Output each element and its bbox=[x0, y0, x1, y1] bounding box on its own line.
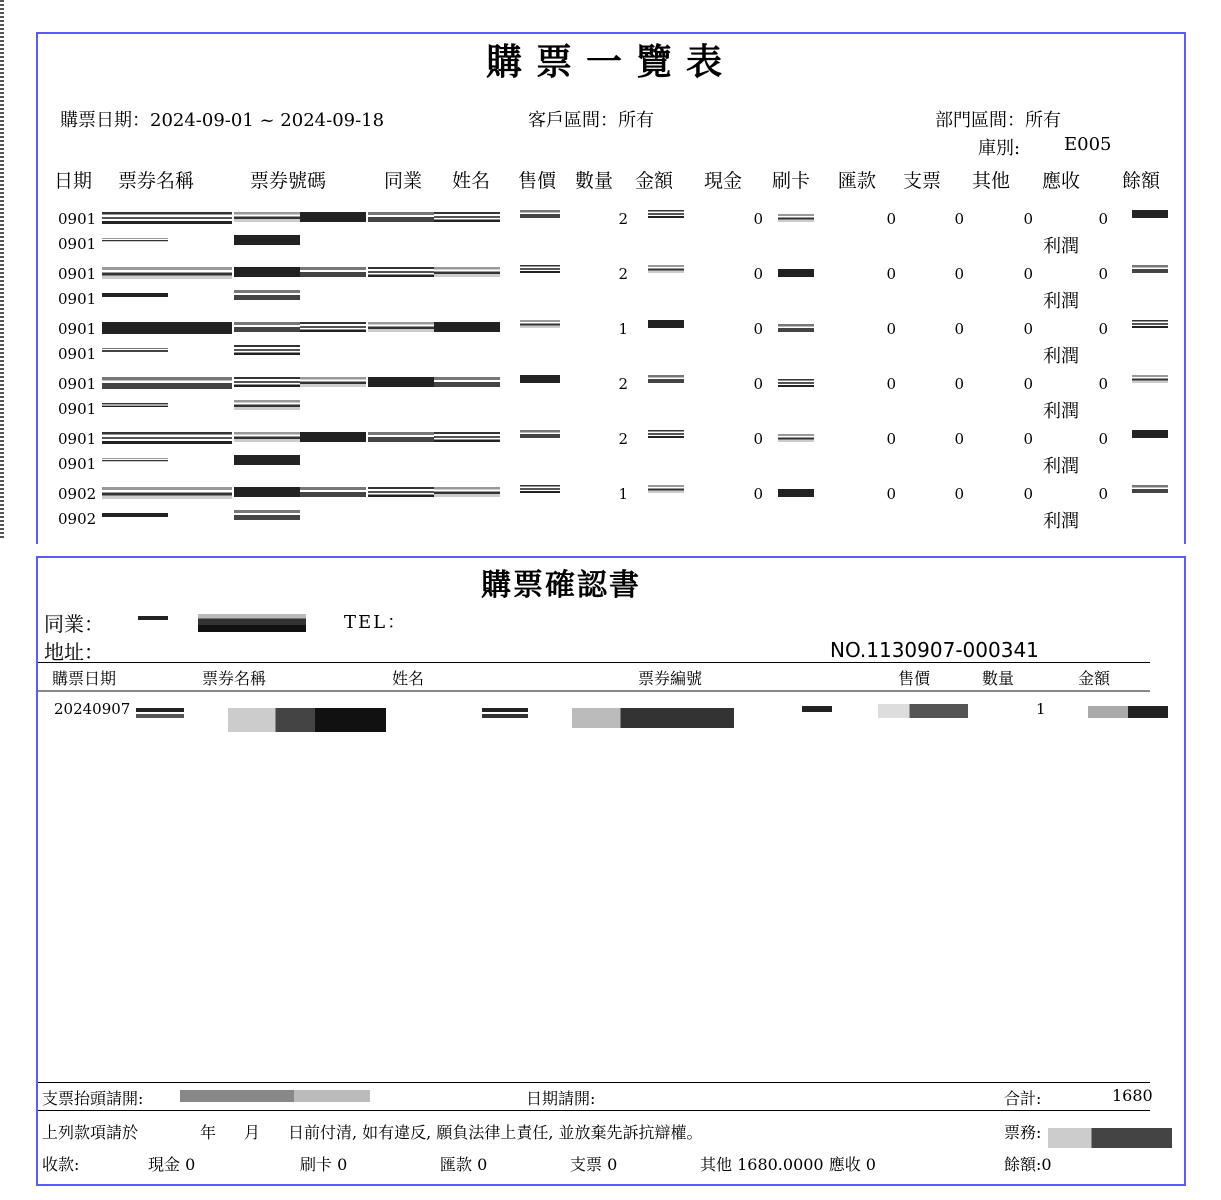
confirm-row-ticket-redacted bbox=[136, 708, 184, 718]
row-date-2: 0901 bbox=[58, 455, 97, 473]
confirm-row-amount-redacted bbox=[1088, 706, 1168, 718]
redacted-block bbox=[102, 238, 168, 242]
row-qty: 2 bbox=[618, 210, 628, 228]
check-payee-redacted bbox=[180, 1090, 370, 1102]
confirm-row-price-redacted-2 bbox=[878, 704, 968, 718]
redacted-block bbox=[778, 434, 814, 442]
redacted-block bbox=[102, 458, 168, 462]
row-check: 0 bbox=[954, 320, 964, 338]
row-wire: 0 bbox=[886, 375, 896, 393]
collect-card: 刷卡 0 bbox=[300, 1155, 348, 1174]
header-bottom-rule bbox=[38, 690, 1150, 692]
pay-by-prefix: 上列款項請於 bbox=[42, 1123, 139, 1142]
row-cash: 0 bbox=[753, 430, 763, 448]
report-row bbox=[38, 265, 1184, 317]
redacted-block bbox=[102, 487, 232, 499]
col-receivable: 應收 bbox=[1042, 170, 1081, 192]
redacted-block bbox=[1132, 375, 1168, 383]
row-qty: 1 bbox=[618, 485, 628, 503]
redacted-block bbox=[368, 322, 434, 332]
redacted-block bbox=[1132, 320, 1168, 328]
redacted-block bbox=[434, 487, 500, 497]
redacted-block bbox=[520, 320, 560, 328]
row-receivable: 0 bbox=[1098, 265, 1108, 283]
redacted-block bbox=[434, 322, 500, 332]
redacted-block bbox=[234, 400, 300, 410]
col-card: 刷卡 bbox=[772, 170, 811, 192]
redacted-block bbox=[234, 235, 300, 245]
tel-label: TEL： bbox=[344, 612, 408, 633]
row-check: 0 bbox=[954, 210, 964, 228]
row-date: 0901 bbox=[58, 430, 97, 448]
row-date-2: 0902 bbox=[58, 510, 97, 528]
ccol-ticket-number: 票券編號 bbox=[638, 669, 703, 688]
collect-other-receivable: 其他 1680.0000 應收 0 bbox=[700, 1155, 876, 1174]
col-amount: 金額 bbox=[635, 170, 674, 192]
report-date-range: 購票日期：2024-09-01 ~ 2024-09-18 bbox=[60, 110, 385, 131]
row-receivable: 0 bbox=[1098, 375, 1108, 393]
report-row bbox=[38, 210, 1184, 262]
row-profit-label: 利潤 bbox=[1043, 511, 1079, 532]
col-ticket-name: 票券名稱 bbox=[118, 170, 195, 192]
check-date-label: 日期請開: bbox=[526, 1089, 596, 1108]
row-date-2: 0901 bbox=[58, 345, 97, 363]
report-customer-range: 客戶區間：所有 bbox=[528, 110, 654, 131]
redacted-block bbox=[102, 348, 168, 352]
redacted-block bbox=[520, 265, 560, 273]
redacted-block bbox=[102, 432, 232, 444]
peer-label: 同業： bbox=[44, 612, 104, 636]
pay-clause: 日前付清, 如有違反, 願負法律上責任, 並放棄先訴抗辯權。 bbox=[288, 1123, 703, 1142]
row-date: 0901 bbox=[58, 320, 97, 338]
document-number: NO.1130907-000341 bbox=[830, 638, 1039, 662]
redacted-block bbox=[234, 345, 300, 355]
redacted-block bbox=[300, 322, 366, 332]
col-wire: 匯款 bbox=[838, 170, 877, 192]
redacted-block bbox=[234, 377, 300, 387]
ticket-staff-label: 票務: bbox=[1004, 1123, 1042, 1142]
row-cash: 0 bbox=[753, 485, 763, 503]
row-cash: 0 bbox=[753, 210, 763, 228]
row-other: 0 bbox=[1023, 375, 1033, 393]
row-date-2: 0901 bbox=[58, 400, 97, 418]
redacted-block bbox=[1132, 430, 1168, 438]
collect-balance: 餘額:0 bbox=[1004, 1155, 1052, 1174]
pay-by-year: 年 bbox=[200, 1123, 217, 1142]
redacted-block bbox=[102, 293, 168, 297]
redacted-block bbox=[520, 210, 560, 218]
redacted-block bbox=[102, 513, 168, 517]
row-other: 0 bbox=[1023, 320, 1033, 338]
redacted-block bbox=[300, 432, 366, 442]
redacted-block bbox=[778, 269, 814, 277]
row-wire: 0 bbox=[886, 320, 896, 338]
row-profit-label: 利潤 bbox=[1043, 346, 1079, 367]
footer-rule-1 bbox=[38, 1082, 1150, 1083]
report-row bbox=[38, 430, 1184, 482]
col-other: 其他 bbox=[972, 170, 1011, 192]
row-wire: 0 bbox=[886, 210, 896, 228]
report-row bbox=[38, 485, 1184, 537]
redacted-block bbox=[234, 322, 300, 332]
redacted-block bbox=[368, 487, 434, 497]
redacted-block bbox=[234, 487, 300, 497]
check-payee-label: 支票抬頭請開: bbox=[42, 1089, 144, 1108]
row-other: 0 bbox=[1023, 265, 1033, 283]
confirm-row-number-redacted bbox=[572, 708, 734, 728]
redacted-block bbox=[1132, 485, 1168, 493]
redacted-block bbox=[300, 487, 366, 497]
ccol-qty: 數量 bbox=[982, 669, 1015, 688]
purchase-list-report bbox=[36, 32, 1186, 544]
redacted-block bbox=[368, 212, 434, 222]
row-receivable: 0 bbox=[1098, 210, 1108, 228]
redacted-block bbox=[648, 485, 684, 493]
row-check: 0 bbox=[954, 265, 964, 283]
report-row bbox=[38, 375, 1184, 427]
row-date: 0902 bbox=[58, 485, 97, 503]
total-label: 合計: bbox=[1004, 1089, 1042, 1108]
ccol-price: 售價 bbox=[898, 669, 931, 688]
address-label: 地址： bbox=[44, 640, 104, 664]
row-profit-label: 利潤 bbox=[1043, 236, 1079, 257]
redacted-block bbox=[520, 430, 560, 438]
redacted-block bbox=[778, 379, 814, 387]
peer-redacted-block bbox=[198, 614, 306, 632]
col-balance: 餘額 bbox=[1122, 170, 1161, 192]
row-profit-label: 利潤 bbox=[1043, 456, 1079, 477]
confirm-row-qty: 1 bbox=[1036, 700, 1046, 718]
row-check: 0 bbox=[954, 430, 964, 448]
row-profit-label: 利潤 bbox=[1043, 401, 1079, 422]
confirm-row-date: 20240907 bbox=[54, 700, 131, 718]
redacted-block bbox=[1132, 210, 1168, 218]
redacted-block bbox=[300, 267, 366, 277]
redacted-block bbox=[648, 320, 684, 328]
redacted-block bbox=[434, 432, 500, 442]
purchase-confirmation bbox=[36, 556, 1186, 1186]
report-title: 購票一覽表 bbox=[485, 41, 736, 83]
redacted-block bbox=[648, 375, 684, 383]
pay-by-month: 月 bbox=[244, 1123, 261, 1142]
page-edge-dots bbox=[0, 0, 4, 540]
total-value: 1680 bbox=[1112, 1086, 1153, 1105]
redacted-block bbox=[234, 212, 300, 222]
row-cash: 0 bbox=[753, 265, 763, 283]
header-top-rule bbox=[38, 662, 1150, 663]
report-warehouse-value: E005 bbox=[1064, 134, 1112, 155]
row-wire: 0 bbox=[886, 265, 896, 283]
col-cash: 現金 bbox=[704, 170, 743, 192]
confirm-row-price-redacted bbox=[802, 706, 832, 712]
redacted-block bbox=[300, 212, 366, 222]
redacted-block bbox=[102, 267, 232, 279]
redacted-block bbox=[434, 212, 500, 222]
redacted-block bbox=[520, 485, 560, 493]
row-date-2: 0901 bbox=[58, 290, 97, 308]
report-warehouse-label: 庫別: bbox=[978, 138, 1021, 159]
redacted-block bbox=[434, 267, 500, 277]
ccol-ticket-name: 票券名稱 bbox=[202, 669, 267, 688]
redacted-block bbox=[234, 510, 300, 520]
row-qty: 2 bbox=[618, 430, 628, 448]
row-other: 0 bbox=[1023, 485, 1033, 503]
row-check: 0 bbox=[954, 375, 964, 393]
redacted-block bbox=[520, 375, 560, 383]
confirm-row-ticket-redacted-2 bbox=[228, 708, 386, 732]
row-cash: 0 bbox=[753, 375, 763, 393]
redacted-block bbox=[234, 432, 300, 442]
report-row bbox=[38, 320, 1184, 372]
redacted-block bbox=[368, 432, 434, 442]
peer-redacted bbox=[138, 616, 168, 620]
redacted-block bbox=[234, 267, 300, 277]
col-name: 姓名 bbox=[452, 170, 491, 192]
row-wire: 0 bbox=[886, 430, 896, 448]
row-receivable: 0 bbox=[1098, 430, 1108, 448]
redacted-block bbox=[102, 322, 232, 334]
col-date: 日期 bbox=[54, 170, 93, 192]
row-qty: 2 bbox=[618, 375, 628, 393]
col-ticket-number: 票券號碼 bbox=[250, 170, 327, 192]
confirm-title: 購票確認書 bbox=[481, 568, 641, 603]
row-other: 0 bbox=[1023, 430, 1033, 448]
footer-rule-2 bbox=[38, 1110, 1150, 1111]
redacted-block bbox=[648, 265, 684, 273]
col-peer: 同業 bbox=[384, 170, 423, 192]
ccol-name: 姓名 bbox=[392, 669, 425, 688]
row-other: 0 bbox=[1023, 210, 1033, 228]
redacted-block bbox=[648, 430, 684, 438]
col-qty: 數量 bbox=[575, 170, 614, 192]
row-receivable: 0 bbox=[1098, 485, 1108, 503]
redacted-block bbox=[234, 290, 300, 300]
redacted-block bbox=[778, 214, 814, 222]
redacted-block bbox=[300, 377, 366, 387]
row-receivable: 0 bbox=[1098, 320, 1108, 338]
redacted-block bbox=[778, 489, 814, 497]
ccol-amount: 金額 bbox=[1078, 669, 1111, 688]
row-date: 0901 bbox=[58, 375, 97, 393]
redacted-block bbox=[778, 324, 814, 332]
col-check: 支票 bbox=[903, 170, 942, 192]
redacted-block bbox=[102, 403, 168, 407]
row-wire: 0 bbox=[886, 485, 896, 503]
redacted-block bbox=[368, 377, 434, 387]
ccol-date: 購票日期 bbox=[52, 669, 117, 688]
redacted-block bbox=[102, 377, 232, 389]
row-check: 0 bbox=[954, 485, 964, 503]
collect-check: 支票 0 bbox=[570, 1155, 618, 1174]
collect-label: 收款: bbox=[42, 1155, 80, 1174]
row-date: 0901 bbox=[58, 210, 97, 228]
row-cash: 0 bbox=[753, 320, 763, 338]
redacted-block bbox=[1132, 265, 1168, 273]
redacted-block bbox=[234, 455, 300, 465]
row-qty: 1 bbox=[618, 320, 628, 338]
redacted-block bbox=[368, 267, 434, 277]
report-dept-range: 部門區間：所有 bbox=[935, 110, 1061, 131]
redacted-block bbox=[434, 377, 500, 387]
ticket-staff-redacted bbox=[1048, 1128, 1172, 1148]
row-profit-label: 利潤 bbox=[1043, 291, 1079, 312]
row-qty: 2 bbox=[618, 265, 628, 283]
col-price: 售價 bbox=[518, 170, 557, 192]
row-date: 0901 bbox=[58, 265, 97, 283]
row-date-2: 0901 bbox=[58, 235, 97, 253]
redacted-block bbox=[102, 212, 232, 224]
confirm-row-name-redacted bbox=[482, 708, 528, 718]
redacted-block bbox=[648, 210, 684, 218]
collect-cash: 現金 0 bbox=[148, 1155, 196, 1174]
collect-wire: 匯款 0 bbox=[440, 1155, 488, 1174]
